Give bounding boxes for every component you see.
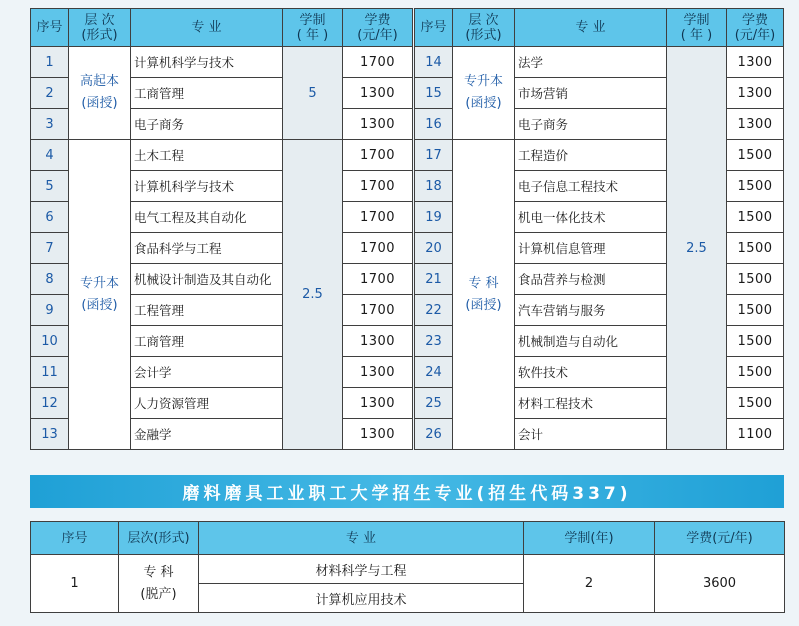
row-major: 电子信息工程技术 xyxy=(515,171,667,202)
row-no: 18 xyxy=(415,171,453,202)
row-no: 24 xyxy=(415,357,453,388)
row-fee: 1500 xyxy=(727,202,784,233)
header-fee xyxy=(343,9,413,47)
level-form: (函授) xyxy=(465,96,502,111)
row-major: 人力资源管理 xyxy=(131,388,283,419)
level-cell xyxy=(69,140,131,450)
row-no: 5 xyxy=(31,171,69,202)
row-fee: 1500 xyxy=(727,233,784,264)
table-row xyxy=(31,555,785,584)
table-row xyxy=(31,140,413,171)
left-majors-table xyxy=(30,8,413,450)
row-no: 10 xyxy=(31,326,69,357)
row-no: 14 xyxy=(415,47,453,78)
row-major: 机械设计制造及其自动化 xyxy=(131,264,283,295)
duration-cell: 5 xyxy=(283,47,343,140)
row-major: 电子商务 xyxy=(515,109,667,140)
row-major: 土木工程 xyxy=(131,140,283,171)
row-fee: 1300 xyxy=(727,47,784,78)
row-major: 计算机科学与技术 xyxy=(131,47,283,78)
row-major: 计算机信息管理 xyxy=(515,233,667,264)
row-major: 工商管理 xyxy=(131,326,283,357)
header-fee-line1: 学费 xyxy=(364,12,391,28)
header-major: 专 业 xyxy=(515,9,667,47)
row-fee: 1500 xyxy=(727,295,784,326)
row-no: 6 xyxy=(31,202,69,233)
row-fee: 1700 xyxy=(343,140,413,171)
header-fee xyxy=(727,9,784,47)
duration-cell: 2.5 xyxy=(667,47,727,450)
row-fee: 1300 xyxy=(343,357,413,388)
row-fee: 1700 xyxy=(343,171,413,202)
row-major: 工程管理 xyxy=(131,295,283,326)
row-no: 25 xyxy=(415,388,453,419)
bottom-header-seq: 序号 xyxy=(31,522,119,555)
row-fee: 1300 xyxy=(343,388,413,419)
row-fee: 1300 xyxy=(343,326,413,357)
header-duration-line2: ( 年 ) xyxy=(680,27,713,43)
level-form: (函授) xyxy=(81,96,118,111)
row-major: 食品营养与检测 xyxy=(515,264,667,295)
left-header-row xyxy=(31,9,413,47)
row-fee: 1500 xyxy=(727,388,784,419)
row-no: 11 xyxy=(31,357,69,388)
row-fee: 1500 xyxy=(727,140,784,171)
row-no: 21 xyxy=(415,264,453,295)
row-fee: 1700 xyxy=(343,233,413,264)
row-major: 工程造价 xyxy=(515,140,667,171)
bottom-level-form: (脱产) xyxy=(140,586,177,602)
row-major: 汽车营销与服务 xyxy=(515,295,667,326)
row-fee: 1300 xyxy=(343,78,413,109)
row-major: 法学 xyxy=(515,47,667,78)
header-duration-line1: 学制 xyxy=(299,12,326,28)
table-row xyxy=(415,140,784,171)
header-level xyxy=(69,9,131,47)
bottom-fee: 3600 xyxy=(655,555,785,613)
bottom-majors-table xyxy=(30,521,785,613)
row-fee: 1300 xyxy=(727,109,784,140)
level-form: (函授) xyxy=(465,297,502,313)
row-fee: 1700 xyxy=(343,202,413,233)
row-fee: 1300 xyxy=(343,419,413,450)
row-major: 计算机科学与技术 xyxy=(131,171,283,202)
row-no: 26 xyxy=(415,419,453,450)
header-duration-line1: 学制 xyxy=(683,12,710,28)
row-fee: 1500 xyxy=(727,357,784,388)
bottom-header-fee: 学费(元/年) xyxy=(655,522,785,555)
row-fee: 1700 xyxy=(343,47,413,78)
table-row xyxy=(31,47,413,78)
header-seq: 序号 xyxy=(31,9,69,47)
bottom-row-no: 1 xyxy=(31,555,119,613)
header-level-line2: (形式) xyxy=(465,27,502,43)
level-form: (函授) xyxy=(81,297,118,313)
header-level-line2: (形式) xyxy=(81,27,118,43)
header-level xyxy=(453,9,515,47)
row-fee: 1500 xyxy=(727,326,784,357)
level-cell xyxy=(69,47,131,140)
row-major: 工商管理 xyxy=(131,78,283,109)
row-no: 2 xyxy=(31,78,69,109)
bottom-header-row xyxy=(31,522,785,555)
row-fee: 1300 xyxy=(343,109,413,140)
row-major: 机械制造与自动化 xyxy=(515,326,667,357)
bottom-header-duration: 学制(年) xyxy=(524,522,655,555)
header-fee-line2: (元/年) xyxy=(734,27,776,43)
row-no: 4 xyxy=(31,140,69,171)
header-fee-line2: (元/年) xyxy=(357,27,398,43)
bottom-duration: 2 xyxy=(524,555,655,613)
row-major: 会计学 xyxy=(131,357,283,388)
row-no: 15 xyxy=(415,78,453,109)
row-no: 3 xyxy=(31,109,69,140)
header-duration-line2: ( 年 ) xyxy=(296,27,329,43)
row-no: 23 xyxy=(415,326,453,357)
row-major: 电子商务 xyxy=(131,109,283,140)
header-level-line1: 层 次 xyxy=(468,12,499,28)
row-major: 机电一体化技术 xyxy=(515,202,667,233)
bottom-header-major: 专 业 xyxy=(199,522,524,555)
row-fee: 1700 xyxy=(343,295,413,326)
row-fee: 1300 xyxy=(727,78,784,109)
header-major: 专 业 xyxy=(131,9,283,47)
header-duration xyxy=(667,9,727,47)
level-cell xyxy=(453,47,515,140)
row-major: 电气工程及其自动化 xyxy=(131,202,283,233)
header-level-line1: 层 次 xyxy=(84,12,115,28)
row-no: 8 xyxy=(31,264,69,295)
row-major: 软件技术 xyxy=(515,357,667,388)
row-no: 1 xyxy=(31,47,69,78)
row-fee: 1500 xyxy=(727,264,784,295)
row-major: 材料工程技术 xyxy=(515,388,667,419)
row-no: 19 xyxy=(415,202,453,233)
level-name: 专 科 xyxy=(468,275,499,291)
row-major: 食品科学与工程 xyxy=(131,233,283,264)
row-no: 22 xyxy=(415,295,453,326)
row-no: 12 xyxy=(31,388,69,419)
bottom-major-1: 材料科学与工程 xyxy=(199,555,524,584)
level-name: 高起本 xyxy=(79,74,119,89)
bottom-header-level: 层次(形式) xyxy=(119,522,199,555)
row-fee: 1700 xyxy=(343,264,413,295)
right-header-row xyxy=(415,9,784,47)
row-no: 13 xyxy=(31,419,69,450)
header-seq: 序号 xyxy=(415,9,453,47)
row-no: 20 xyxy=(415,233,453,264)
section-banner: 磨料磨具工业职工大学招生专业(招生代码337) xyxy=(30,475,784,508)
bottom-level-name: 专 科 xyxy=(143,564,174,580)
header-fee-line1: 学费 xyxy=(741,12,768,28)
level-name: 专升本 xyxy=(463,74,503,89)
row-major: 金融学 xyxy=(131,419,283,450)
row-fee: 1100 xyxy=(727,419,784,450)
row-fee: 1500 xyxy=(727,171,784,202)
bottom-level-cell xyxy=(119,555,199,613)
row-no: 16 xyxy=(415,109,453,140)
row-no: 17 xyxy=(415,140,453,171)
bottom-major-2: 计算机应用技术 xyxy=(199,584,524,613)
level-cell xyxy=(453,140,515,450)
header-duration xyxy=(283,9,343,47)
level-name: 专升本 xyxy=(79,275,119,291)
duration-cell: 2.5 xyxy=(283,140,343,450)
row-major: 会计 xyxy=(515,419,667,450)
row-major: 市场营销 xyxy=(515,78,667,109)
right-majors-table xyxy=(414,8,784,450)
table-row xyxy=(415,47,784,78)
row-no: 7 xyxy=(31,233,69,264)
row-no: 9 xyxy=(31,295,69,326)
